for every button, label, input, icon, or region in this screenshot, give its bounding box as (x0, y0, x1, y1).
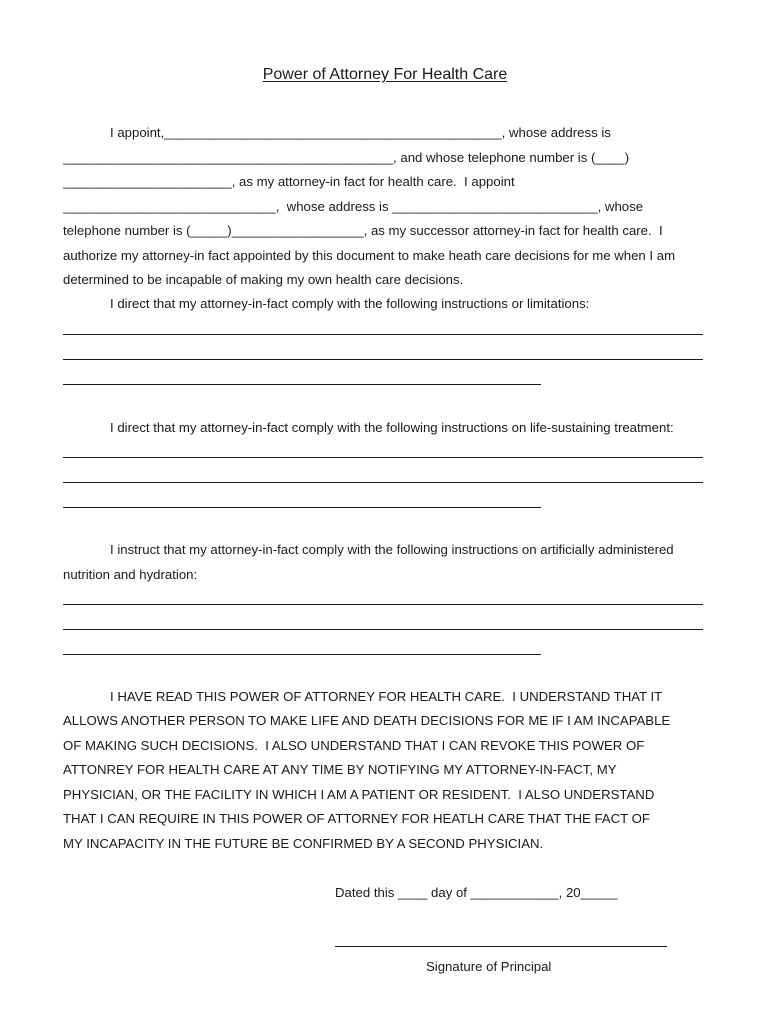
intro-line-4: _____________________________, whose address is ____________________________, whose (63, 199, 644, 214)
intro-line-5: telephone number is (_____)__________________, as my successor attorney-in fact for health care. I (63, 223, 663, 238)
signature-line (335, 946, 667, 947)
acknowledgement-line-7: MY INCAPACITY IN THE FUTURE BE CONFIRMED BY A SECOND PHYSICIAN. (63, 836, 544, 851)
life-sustaining-blank-line (63, 457, 703, 458)
limitations-blank-line (63, 334, 703, 335)
intro-line-1: I appoint,______________________________________________, whose address is (110, 125, 611, 140)
dated-line: Dated this ____ day of ____________, 20_____ (335, 885, 618, 900)
nutrition-blank-line (63, 654, 541, 655)
limitations-blank-line (63, 359, 703, 360)
life-sustaining-blank-line (63, 507, 541, 508)
acknowledgement-line-3: OF MAKING SUCH DECISIONS. I ALSO UNDERSTAND THAT I CAN REVOKE THIS POWER OF (63, 738, 645, 753)
signature-label: Signature of Principal (426, 959, 552, 974)
intro-line-6: authorize my attorney-in fact appointed by this document to make heath care decisions for me when I am (63, 248, 676, 263)
intro-line-7: determined to be incapable of making my own health care decisions. (63, 272, 464, 287)
acknowledgement-line-6: THAT I CAN REQUIRE IN THIS POWER OF ATTORNEY FOR HEATLH CARE THAT THE FACT OF (63, 811, 650, 826)
life-sustaining-instruction: I direct that my attorney-in-fact comply with the following instructions on life-sustaining treatment: (110, 420, 674, 435)
intro-line-3: _______________________, as my attorney-in fact for health care. I appoint (63, 174, 515, 189)
nutrition-blank-line (63, 629, 703, 630)
nutrition-blank-line (63, 604, 703, 605)
document-title: Power of Attorney For Health Care (262, 66, 508, 83)
intro-line-2: _____________________________________________, and whose telephone number is (____) (63, 150, 630, 165)
acknowledgement-line-4: ATTONREY FOR HEALTH CARE AT ANY TIME BY NOTIFYING MY ATTORNEY-IN-FACT, MY (63, 762, 617, 777)
nutrition-instruction-line-2: nutrition and hydration: (63, 567, 198, 582)
limitations-blank-line (63, 384, 541, 385)
nutrition-instruction-line-1: I instruct that my attorney-in-fact comply with the following instructions on artificially administered (110, 542, 674, 557)
acknowledgement-line-1: I HAVE READ THIS POWER OF ATTORNEY FOR HEALTH CARE. I UNDERSTAND THAT IT (110, 689, 663, 704)
life-sustaining-blank-line (63, 482, 703, 483)
acknowledgement-line-2: ALLOWS ANOTHER PERSON TO MAKE LIFE AND DEATH DECISIONS FOR ME IF I AM INCAPABLE (63, 713, 671, 728)
acknowledgement-line-5: PHYSICIAN, OR THE FACILITY IN WHICH I AM A PATIENT OR RESIDENT. I ALSO UNDERSTAND (63, 787, 655, 802)
limitations-instruction: I direct that my attorney-in-fact comply with the following instructions or limitations: (110, 296, 590, 311)
